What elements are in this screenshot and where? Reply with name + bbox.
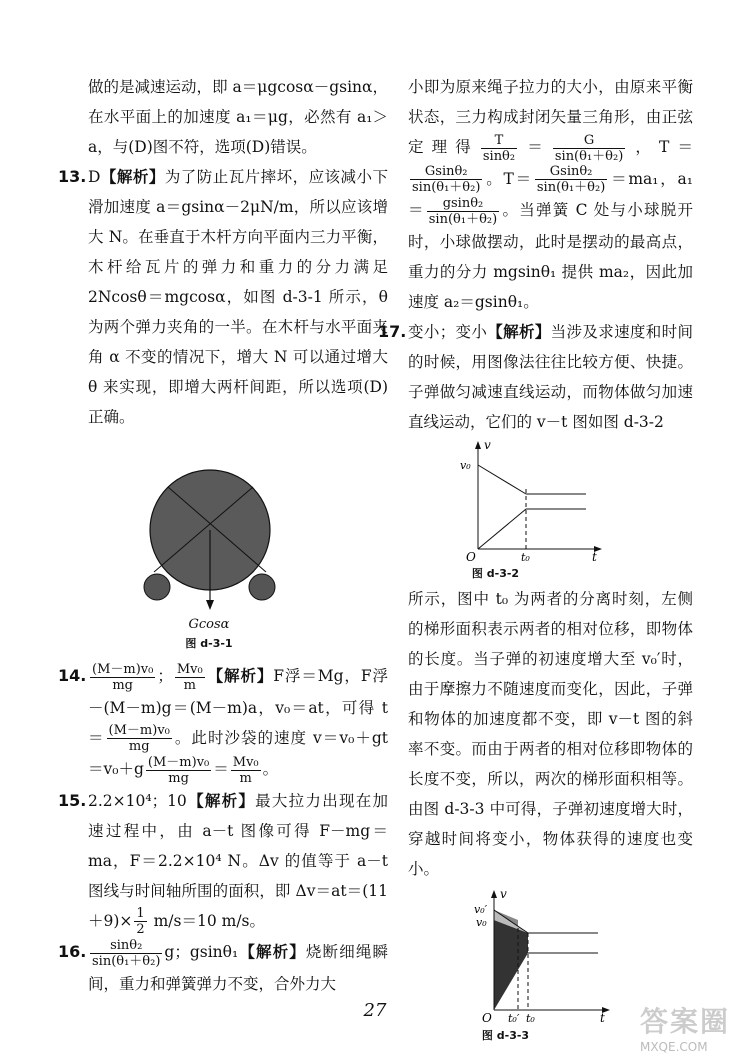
analysis-text: 为了防止瓦片摔坏，应该减小下滑加速度 a＝gsinα－2μN/m，所以应该增大 N。在垂直于木杆方向平面内三力平衡，木杆给瓦片的弹力和重力的分力满足 2Ncosθ＝mgcosα，如图 d-3-1 所示，θ 为两个弹力夹角的一半。在木杆与水平面夹角 α 不变的情况下，增大 N 可以通过增大 θ 来实现，即增大两杆间距，所以选项(D)正确。 [88, 168, 388, 426]
question-17 [378, 317, 693, 437]
analysis-tag: 【解析】 [206, 666, 274, 685]
axis-label-t: t [592, 549, 597, 564]
figure-caption: 图 d-3-3 [481, 1028, 530, 1042]
analysis-text: F浮＝Mg，F浮－(M－m)g＝(M－m)a，v₀＝at，可得 t＝ [88, 667, 388, 747]
fraction: $\frac{T}{\text{sinθ₂}}$ [482, 132, 516, 164]
tick-v0-prime: v₀′ [474, 902, 488, 916]
question-15 [58, 786, 388, 938]
analysis-text: ＝ [213, 760, 229, 778]
axis-label-v: v [484, 438, 491, 452]
tick-v0: v₀ [460, 458, 471, 472]
tick-t0: t₀ [526, 1011, 535, 1025]
paragraph-continued: 做的是减速运动，即 a＝μgcosα－gsinα，在水平面上的加速度 a₁＝μg，必然有 a₁＞a，与(D)图不符，选项(D)错误。 [88, 78, 388, 156]
analysis-tag: 【解析】 [487, 321, 551, 341]
origin-label: O [482, 1010, 492, 1025]
answer: 2.2×10⁴；10 [88, 791, 187, 810]
figure-caption: 图 d-3-2 [471, 566, 520, 580]
question-13 [58, 162, 388, 432]
analysis-tag: 【解析】 [100, 167, 165, 186]
analysis-text: 烧断细绳瞬间，重力和弹簧弹力不变，合外力大 [88, 943, 388, 993]
question-number: 15. [58, 790, 87, 810]
paragraph: 所示，图中 t₀ 为两者的分离时刻，左侧的梯形面积表示两者的相对位移，即物体的长度。当子弹的初速度增大至 v₀′时，由于摩擦力不随速度而变化，因此，子弹和物体的加速度都不变，即 v－t 图的斜率不变。而由于两者的相对位移即物体的长度不变，所以，两次的梯形面积相等。由图 d-3-3 中可得，子弹初速度增大时，穿越时间将变小，物体获得的速度也变小。 [408, 589, 693, 878]
figure-d-3-1 [88, 442, 388, 655]
answer: g；gsinθ₁ [164, 943, 239, 961]
analysis-text: 。此时沙袋的速度 v＝v₀＋gt＝v₀＋g [88, 728, 388, 778]
fraction: $\frac{G}{\text{sin(θ₁＋θ₂)}}$ [554, 132, 624, 164]
watermark: 答案圈 MXQE.COM [639, 1005, 730, 1054]
question-number: 16. [58, 942, 87, 961]
analysis-text: 。 [262, 760, 279, 778]
question-16 [58, 937, 388, 999]
fraction: $\frac{\text{Mv₀}}{m}$ [176, 661, 203, 693]
analysis-tag: 【解析】 [186, 790, 256, 810]
analysis-text: 最大拉力出现在加速过程中，由 a－t 图像可得 F－mg＝ma，F＝2.2×10⁴ N。Δv 的值等于 a－t 图线与时间轴所围的面积，即 Δv＝at＝(11＋9)× [88, 791, 388, 930]
force-label: Gcosα [188, 617, 230, 632]
vt-graph-1 [408, 439, 693, 564]
figure-d-3-2 [408, 439, 693, 584]
question-number: 14. [58, 666, 87, 685]
fraction: $\frac{\text{(M－m)v₀}}{mg}$ [108, 723, 170, 754]
tick-t0: t₀ [521, 550, 530, 564]
fraction: $\frac{\text{(M－m)v₀}}{mg}$ [147, 754, 210, 786]
fraction: $\frac{\text{Mv₀}}{m}$ [232, 754, 259, 786]
fraction: $\frac{\text{gsinθ₂}}{\text{sin(θ₁＋θ₂)}}$ [428, 195, 498, 227]
axis-label-v: v [500, 887, 507, 901]
fraction: $\frac{1}{2}$ [136, 906, 145, 937]
answer: D [88, 168, 101, 186]
paragraph-continued: 小即为原来绳子拉力的大小，由原来平衡状态，三力构成封闭矢量三角形，由正弦定理得 $\frac{T}{\text{sinθ₂}}$ ＝ $\frac{G}{\text{sin(θ₁＋θ₂)}}$ ，T＝ $\frac{\text{Gsinθ₂}}{\text{sin(θ₁＋θ₂)}}$ 。T＝ $\frac{\text{Gsinθ₂}}{\text{sin(θ₁＋θ₂)}}$ ＝ma₁，a₁＝ $\frac{\text{gsinθ₂}}{\text{sin(θ₁＋θ₂)}}$ 。当弹簧 C 处与小球脱开时，小球做摆动，此时是摆动的最高点，重力的分力 mgsinθ₁ 提供 ma₂，因此加速度 a₂＝gsinθ₁。 [408, 78, 694, 311]
question-number: 17. [378, 321, 407, 341]
answer: 变小；变小 [408, 322, 488, 341]
tick-t0-prime: t₀′ [508, 1011, 520, 1025]
question-number: 13. [58, 167, 87, 186]
page-number: 27 [363, 1000, 387, 1021]
figure-caption: 图 d-3-1 [185, 637, 233, 650]
axis-label-t: t [600, 1010, 605, 1025]
left-column [58, 72, 388, 999]
fraction: $\frac{\text{sinθ₂}}{\text{sin(θ₁＋θ₂)}}$ [92, 937, 161, 969]
origin-label: O [466, 549, 476, 564]
analysis-text: m/s＝10 m/s。 [148, 911, 266, 930]
fraction: $\frac{\text{Gsinθ₂}}{\text{sin(θ₁＋θ₂)}}$ [536, 164, 606, 195]
analysis-text: 当涉及求速度和时间的时候，用图像法往往比较方便、快捷。子弹做匀减速直线运动，而物体做匀加速直线运动，它们的 v－t 图如图 d-3-2 [408, 322, 693, 431]
fraction: $\frac{\text{Gsinθ₂}}{\text{sin(θ₁＋θ₂)}}$ [412, 164, 481, 195]
fraction: $\frac{\text{(M－m)v₀}}{mg}$ [92, 661, 154, 693]
analysis-tag: 【解析】 [238, 942, 306, 961]
disc-diagram [88, 442, 388, 617]
question-14: 14. $\frac{\text{(M－m)v₀}}{mg}$ ； $\frac{\text{Mv₀}}{m}$ 【解析】F浮＝Mg，F浮－(M－m)g＝(M－m)a，v₀＝at，可得 t＝ $\frac{\text{(M－m)v₀}}{mg}$ 。此时沙袋的速度 v＝v₀＋gt＝v₀＋g $\frac{\text{(M－m)v₀}}{mg}$ ＝ $\frac{\text{Mv₀}}{m}$ 。 [58, 661, 388, 786]
tick-v0: v₀ [476, 915, 487, 929]
